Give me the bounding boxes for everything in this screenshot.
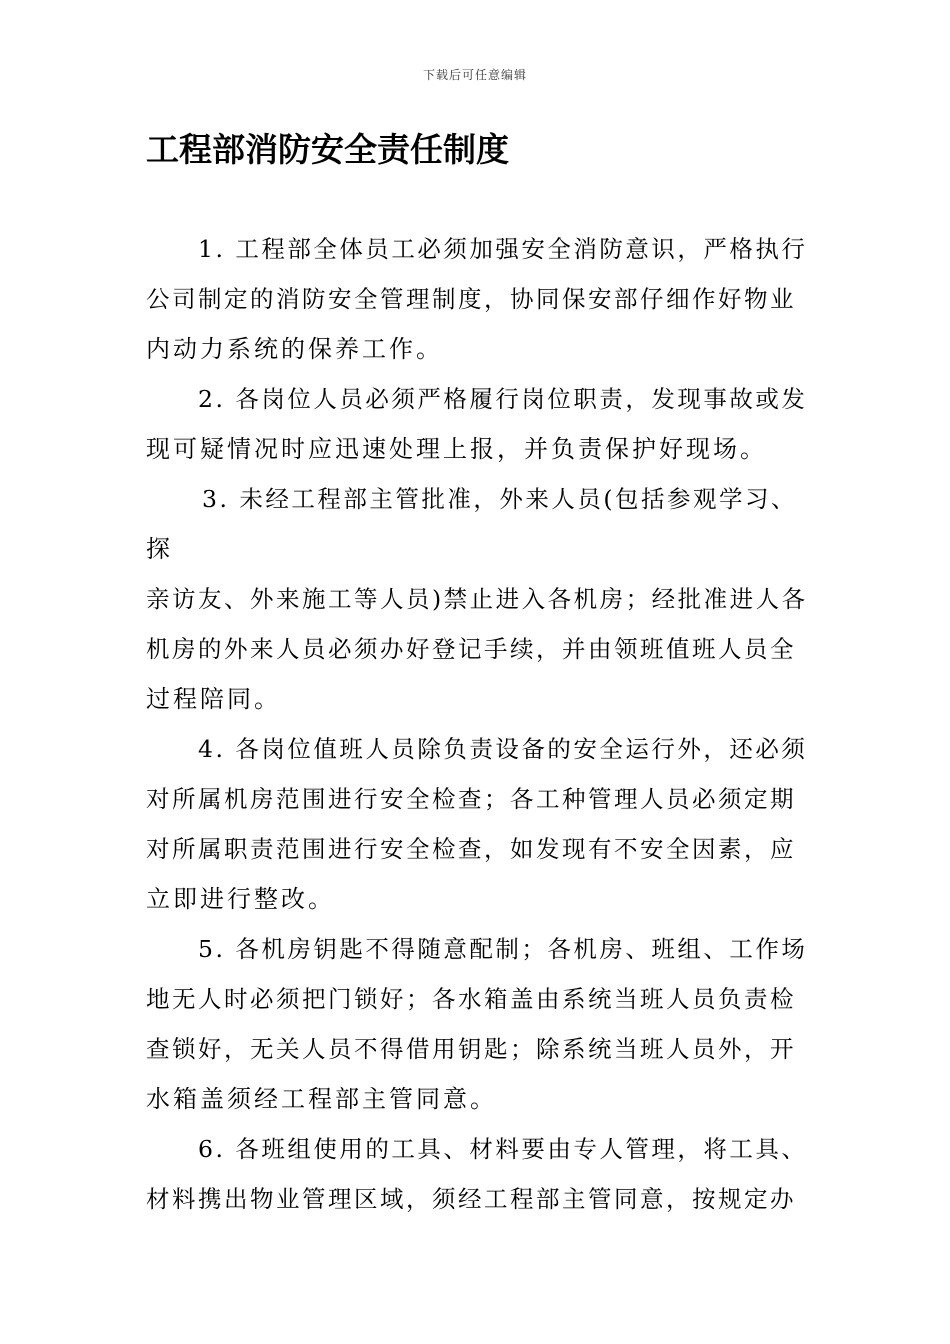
- paragraph-line: 亲访友、外来施工等人员)禁止进入各机房；经批准进人各: [146, 585, 808, 613]
- document-body: [146, 224, 810, 1224]
- paragraph-line: 查锁好，无关人员不得借用钥匙；除系统当班人员外，开: [146, 1035, 796, 1063]
- paragraph-line: 对所属机房范围进行安全检查；各工种管理人员必须定期: [146, 785, 796, 813]
- paragraph-line: 5. 各机房钥匙不得随意配制；各机房、班组、工作场: [198, 935, 808, 963]
- paragraph-line: 3. 未经工程部主管批准，外来人员(包括参观学习、: [202, 485, 798, 513]
- paragraph-line: 地无人时必须把门锁好；各水箱盖由系统当班人员负责检: [146, 985, 796, 1013]
- paragraph-line: 过程陪同。: [146, 685, 281, 713]
- paragraph-line: 4. 各岗位值班人员除负责设备的安全运行外，还必须: [198, 735, 808, 763]
- paragraph-line: 2. 各岗位人员必须严格履行岗位职责，发现事故或发: [198, 385, 808, 413]
- paragraph-line: 对所属职责范围进行安全检查，如发现有不安全因素，应: [146, 835, 796, 863]
- paragraph-line: 探: [146, 535, 173, 563]
- paragraph-line: 水箱盖须经工程部主管同意。: [146, 1085, 497, 1113]
- paragraph-line: 6. 各班组使用的工具、材料要由专人管理，将工具、: [198, 1135, 808, 1163]
- paragraph-line: 材料携出物业管理区域，须经工程部主管同意，按规定办: [146, 1185, 796, 1213]
- header-note: 下载后可任意编辑: [422, 68, 527, 82]
- paragraph-line: 立即进行整改。: [146, 885, 335, 913]
- paragraph-line: 现可疑情况时应迅速处理上报，并负责保护好现场。: [146, 435, 767, 463]
- paragraph-line: 公司制定的消防安全管理制度，协同保安部仔细作好物业: [146, 285, 796, 313]
- paragraph-line: 内动力系统的保养工作。: [146, 335, 443, 363]
- document-title: 工程部消防安全责任制度: [146, 130, 509, 169]
- paragraph-line: 机房的外来人员必须办好登记手续，并由领班值班人员全: [146, 635, 796, 663]
- paragraph-line: 1. 工程部全体员工必须加强安全消防意识，严格执行: [198, 235, 808, 263]
